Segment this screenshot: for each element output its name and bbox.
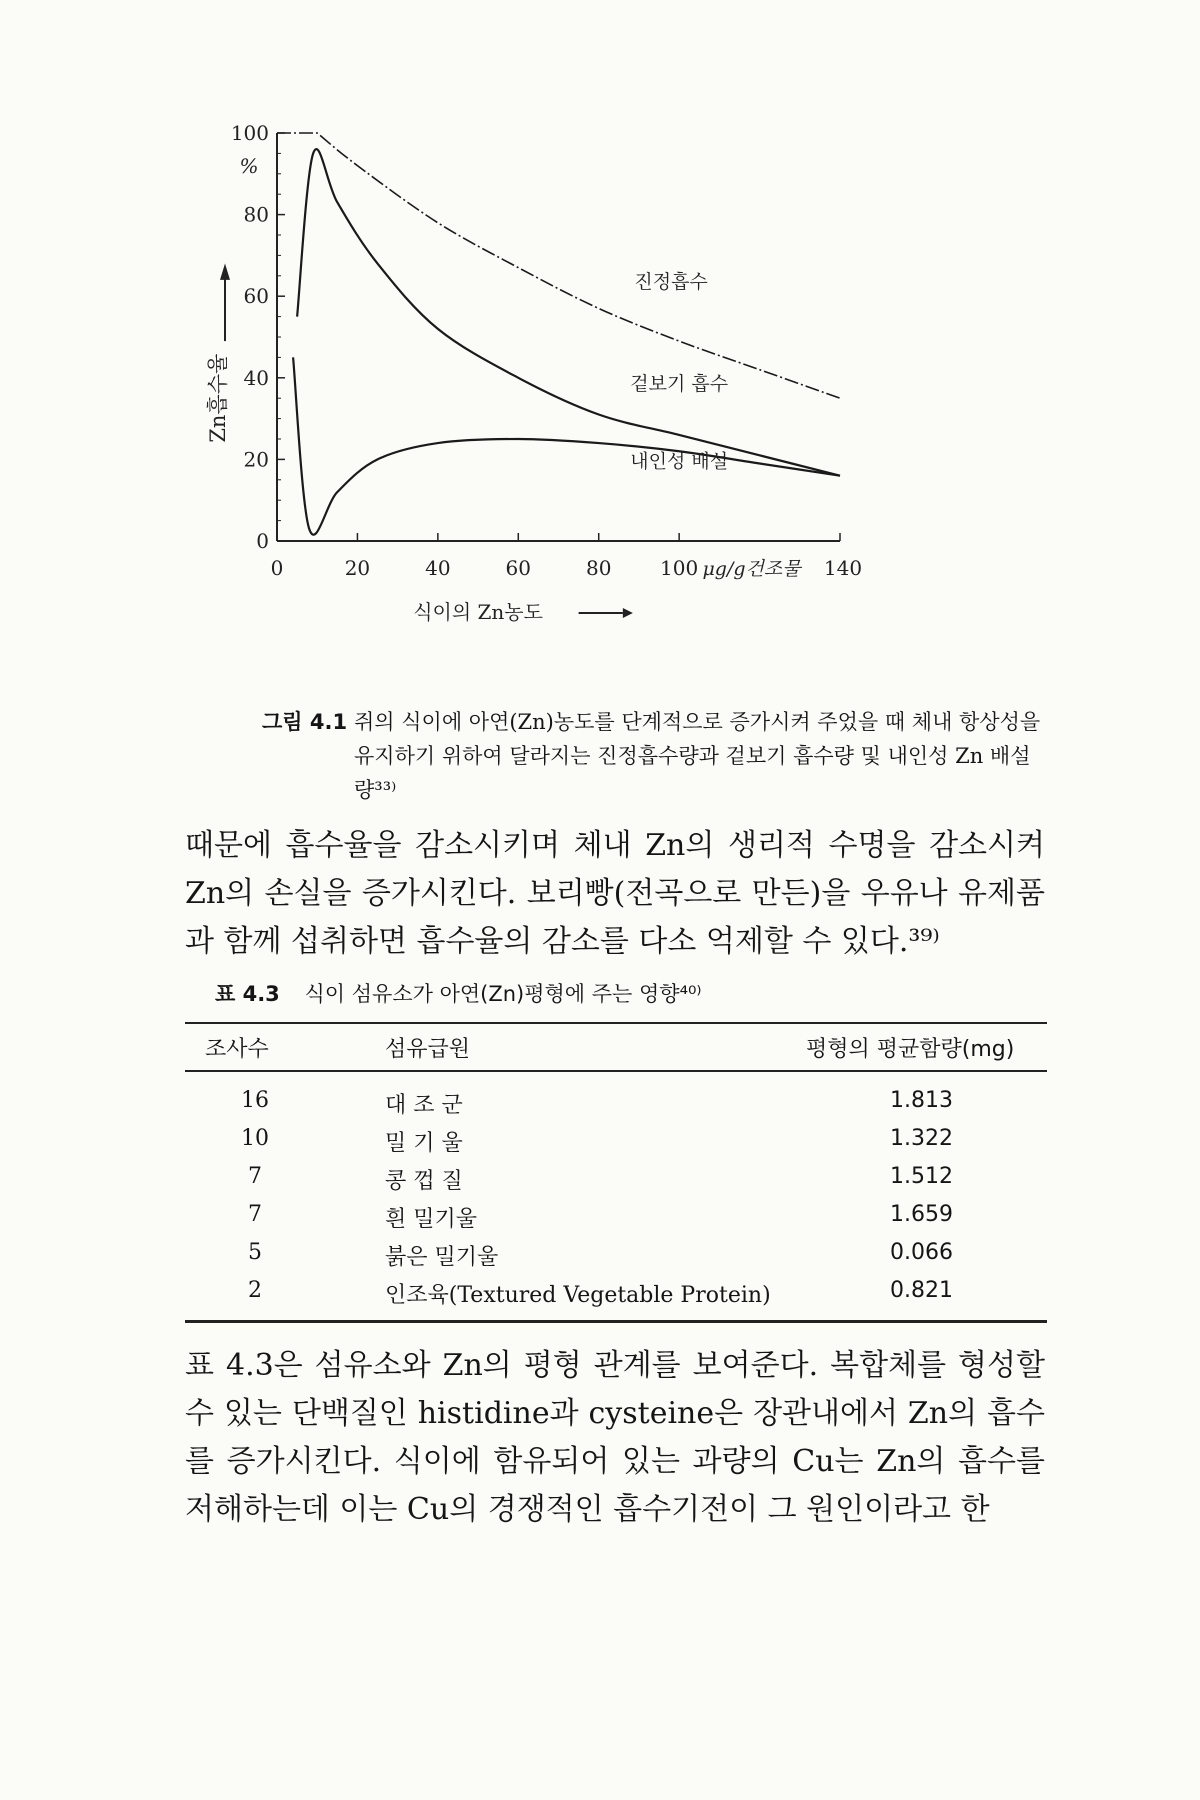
arrow-up-icon xyxy=(220,264,230,280)
cell-fiber-source: 대 조 군 xyxy=(385,1093,463,1118)
cell-balance: 1.322 xyxy=(890,1126,953,1151)
cell-balance: 0.821 xyxy=(890,1278,953,1303)
table-header-balance: 평형의 평균함량(mg) xyxy=(806,1037,1015,1062)
cell-fiber-source: 붉은 밀기울 xyxy=(385,1245,499,1270)
arrow-right-icon xyxy=(623,608,633,618)
cell-count: 7 xyxy=(248,1164,262,1189)
x-tick-label: 100 xyxy=(660,556,699,580)
y-tick-label: 100 xyxy=(230,121,269,145)
x-tick-label: 20 xyxy=(344,556,371,580)
cell-balance: 1.659 xyxy=(890,1202,953,1227)
x-axis-title: 식이의 Zn농도 xyxy=(413,600,543,624)
chart-series xyxy=(277,133,840,535)
series-line-3 xyxy=(293,357,840,534)
x-unit-label: μg/g건조물 xyxy=(702,558,801,580)
x-tick-label: 60 xyxy=(505,556,532,580)
cell-count: 5 xyxy=(248,1240,262,1265)
series-label-3: 내인성 배설 xyxy=(630,450,729,473)
y-tick-label: 80 xyxy=(243,202,269,227)
x-tick-label: 0 xyxy=(270,556,284,580)
table-header-rule xyxy=(185,1070,1047,1072)
body-paragraph-2: 표 4.3은 섬유소와 Zn의 평형 관계를 보여준다. 복합체를 형성할 수 있는 단백질인 histidine과 cysteine은 장관내에서 Zn의 흡수를 증가시킨다. 식이에 함유되어 있는 과량의 Cu는 Zn의 흡수를 저해하는데 이는 Cu의 경쟁적인 흡수기전이 그 원인이라고 한 xyxy=(185,1348,1045,1527)
zn-absorption-chart xyxy=(206,120,960,700)
cell-count: 10 xyxy=(241,1126,269,1151)
cell-fiber-source: 흰 밀기울 xyxy=(385,1207,478,1232)
table-bottom-rule xyxy=(185,1320,1047,1323)
table-row xyxy=(185,1126,1047,1164)
figure-caption-text: 쥐의 식이에 아연(Zn)농도를 단계적으로 증가시켜 주었을 때 체내 항상성을 유지하기 위하여 달라지는 진정흡수량과 겉보기 흡수량 및 내인성 Zn 배설량³³⁾ xyxy=(354,710,1041,802)
y-unit-label: % xyxy=(239,154,259,178)
figure-label: 그림 4.1 xyxy=(262,710,348,734)
series-label-2: 겉보기 흡수 xyxy=(630,373,729,396)
y-tick-label: 60 xyxy=(243,284,269,309)
table-row xyxy=(185,1202,1047,1240)
chart-axes xyxy=(220,133,840,618)
table-top-rule xyxy=(185,1022,1047,1024)
x-tick-label: 140 xyxy=(823,556,863,580)
cell-count: 7 xyxy=(248,1202,262,1227)
table-row xyxy=(185,1240,1047,1278)
table-row xyxy=(185,1278,1047,1316)
table-row xyxy=(185,1088,1047,1126)
body-paragraph-1: 때문에 흡수율을 감소시키며 체내 Zn의 생리적 수명을 감소시켜 Zn의 손실을 증가시킨다. 보리빵(전곡으로 만든)을 우유나 유제품과 함께 섭취하면 흡수율의 감소를 다소 억제할 수 있다.³⁹⁾ xyxy=(185,828,1045,959)
x-tick-label: 80 xyxy=(585,556,612,580)
table-title-text: 식이 섬유소가 아연(Zn)평형에 주는 영향⁴⁰⁾ xyxy=(304,982,702,1006)
y-tick-label: 20 xyxy=(243,447,269,472)
cell-balance: 1.813 xyxy=(890,1088,953,1113)
cell-fiber-source: 밀 기 울 xyxy=(385,1131,463,1156)
cell-fiber-source: 콩 껍 질 xyxy=(385,1169,463,1194)
series-label-1: 진정흡수 xyxy=(634,271,708,294)
y-tick-label: 0 xyxy=(256,529,269,553)
y-tick-label: 40 xyxy=(243,365,269,390)
table-row xyxy=(185,1164,1047,1202)
cell-balance: 0.066 xyxy=(890,1240,953,1265)
cell-balance: 1.512 xyxy=(890,1164,953,1189)
cell-fiber-source: 인조육(Textured Vegetable Protein) xyxy=(385,1283,771,1308)
chart-labels xyxy=(206,121,862,624)
table-header-source: 섬유급원 xyxy=(385,1037,471,1062)
series-line-1 xyxy=(277,133,840,398)
table-label: 표 4.3 xyxy=(215,982,280,1006)
cell-count: 2 xyxy=(248,1278,262,1303)
x-tick-label: 40 xyxy=(425,556,451,580)
y-axis-title: Zn흡수율 xyxy=(206,353,230,443)
cell-count: 16 xyxy=(241,1088,269,1113)
table-title xyxy=(215,978,702,1008)
series-line-2 xyxy=(297,149,840,476)
table-header-count: 조사수 xyxy=(205,1037,269,1062)
